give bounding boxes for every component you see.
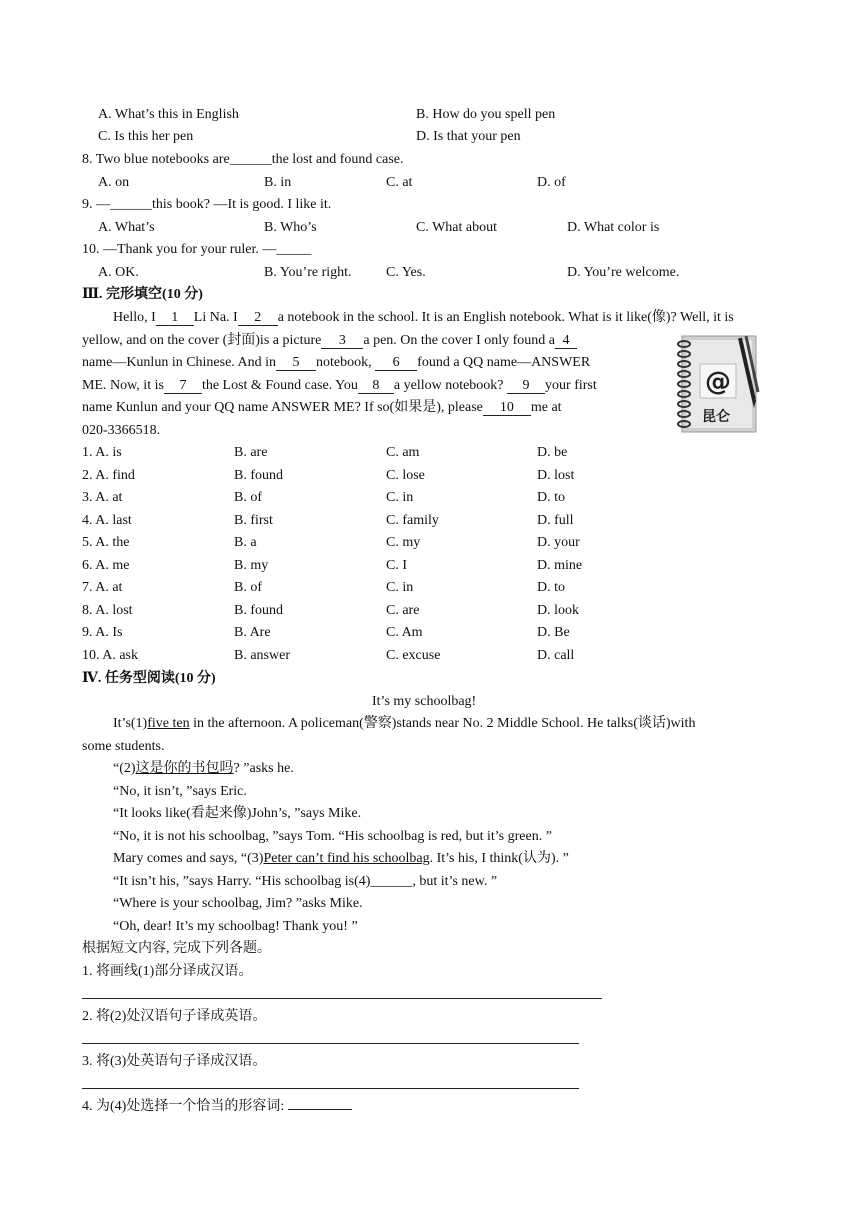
cloze-option-6-d: D. mine [537,557,583,573]
cloze-line-5: name Kunlun and your QQ name ANSWER ME? If so(如果是), please 10 me at [82,400,562,415]
underline-3: Peter can’t find his schoolbag [263,851,430,866]
cloze-option-10-b: B. answer [234,647,290,663]
dialogue-5: Mary comes and says, “(3)Peter can’t find his schoolbag. It’s his, I think(认为). ” [113,851,569,866]
cloze-option-5-c: C. my [386,535,421,550]
q8-option-c: C. at [386,175,413,190]
cloze-option-1-a: 1. A. is [82,445,122,460]
cloze-option-1-c: C. am [386,445,420,460]
dialogue-7: “Where is your schoolbag, Jim? ”asks Mike. [113,896,363,911]
cloze-option-1-b: B. are [234,445,268,460]
cloze-blank-7: 7 [164,378,202,394]
cloze-blank-9: 9 [507,378,545,394]
notebook-picture [672,330,760,434]
q8-option-d: D. of [537,175,566,190]
cloze-option-8-b: B. found [234,602,283,618]
task-2: 2. 将(2)处汉语句子译成英语。 [82,1009,267,1024]
task-1: 1. 将画线(1)部分译成汉语。 [82,964,253,979]
q7-option-a: A. What’s this in English [98,107,239,122]
cloze-option-5-d: D. your [537,535,580,550]
cloze-option-3-d: D. to [537,490,565,505]
notebook-label: 昆仑 [702,409,730,425]
cloze-option-4-d: D. full [537,512,574,528]
dialogue-8: “Oh, dear! It’s my schoolbag! Thank you! ” [113,919,358,934]
q9-option-d: D. What color is [567,220,660,235]
cloze-option-4-b: B. first [234,512,273,528]
cloze-option-7-c: C. in [386,580,414,595]
cloze-line-1: Hello, I 1 Li Na. I 2 a notebook in the school. It is an English notebook. What is it like(像)? Well, it is [113,310,734,325]
cloze-blank-4: 4 [555,333,577,349]
cloze-blank-10: 10 [483,400,531,416]
cloze-option-2-c: C. lose [386,467,425,483]
task-3: 3. 将(3)处英语句子译成汉语。 [82,1054,267,1069]
underline-1: five ten [147,716,190,731]
q10-stem: 10. —Thank you for your ruler. —_____ [82,242,312,257]
q10-option-c: C. Yes. [386,265,426,280]
passage-p1-line2: some students. [82,739,165,754]
cloze-option-10-a: 10. A. ask [82,647,138,663]
q9-option-a: A. What’s [98,220,155,235]
q8-option-a: A. on [98,175,130,190]
section4-heading: Ⅳ. 任务型阅读(10 分) [82,671,216,686]
passage-title: It’s my schoolbag! [372,694,477,709]
q9-stem: 9. —______this book? —It is good. I like it. [82,197,332,212]
cloze-option-3-b: B. of [234,490,262,505]
cloze-option-7-d: D. to [537,580,565,595]
cloze-option-7-a: 7. A. at [82,580,123,595]
dialogue-1: “(2)这是你的书包吗? ”asks he. [113,761,294,776]
q9-option-b: B. Who’s [264,220,317,235]
cloze-blank-8: 8 [358,378,394,394]
cloze-blank-1: 1 [156,310,194,326]
cloze-option-8-c: C. are [386,602,420,618]
cloze-option-4-a: 4. A. last [82,512,132,528]
cloze-option-1-d: D. be [537,445,568,460]
q7-option-d: D. Is that your pen [416,129,521,144]
cloze-option-6-b: B. my [234,557,269,573]
cloze-line-2: yellow, and on the cover (封面)is a picture 3 a pen. On the cover I only found a 4 [82,332,577,350]
cloze-option-7-b: B. of [234,580,262,595]
cloze-blank-5: 5 [276,355,316,371]
task-instruction: 根据短文内容, 完成下列各题。 [82,941,271,956]
cloze-option-8-d: D. look [537,602,579,618]
answer-blank-4[interactable] [288,1109,352,1110]
q7-option-b: B. How do you spell pen [416,107,556,122]
cloze-option-9-b: B. Are [234,625,271,640]
cloze-option-2-a: 2. A. find [82,467,135,483]
task-4: 4. 为(4)处选择一个恰当的形容词: [82,1098,352,1116]
q9-option-c: C. What about [416,220,498,235]
cloze-option-5-a: 5. A. the [82,535,130,550]
cloze-option-9-c: C. Am [386,625,423,640]
cloze-line-6: 020-3366518. [82,423,161,438]
dialogue-4: “No, it is not his schoolbag, ”says Tom. “His schoolbag is red, but it’s green. ” [113,829,552,844]
cloze-blank-6: 6 [375,355,417,371]
q7-option-c: C. Is this her pen [98,129,194,144]
cloze-blank-3: 3 [321,333,363,349]
cloze-option-8-a: 8. A. lost [82,602,133,618]
q10-option-b: B. You’re right. [264,265,352,280]
dialogue-6: “It isn’t his, ”says Harry. “His schoolbag is(4)______, but it’s new. ” [113,874,498,889]
q8-option-b: B. in [264,175,292,190]
cloze-option-9-a: 9. A. Is [82,625,123,640]
passage-p1-line1: It’s(1)five ten in the afternoon. A policeman(警察)stands near No. 2 Middle School. He talks(谈话)with [113,716,696,731]
cloze-blank-2: 2 [238,310,278,326]
answer-line-3[interactable] [82,1088,579,1089]
cloze-option-3-a: 3. A. at [82,490,123,505]
section3-heading: Ⅲ. 完形填空(10 分) [82,287,203,302]
cloze-option-10-d: D. call [537,647,575,663]
answer-line-2[interactable] [82,1043,579,1044]
answer-line-1[interactable] [82,998,602,999]
q8-blank: ______ [229,152,272,167]
q10-option-a: A. OK. [98,265,139,280]
cloze-option-2-d: D. lost [537,467,575,483]
cloze-option-6-a: 6. A. me [82,557,130,573]
cloze-option-9-d: D. Be [537,625,570,640]
cloze-line-3: name—Kunlun in Chinese. And in 5 notebook, 6 found a QQ name—ANSWER [82,355,591,370]
cloze-option-2-b: B. found [234,467,283,483]
cloze-option-6-c: C. I [386,557,407,573]
cloze-option-4-c: C. family [386,512,439,528]
q9-blank: ______ [110,197,152,212]
q10-blank: _____ [276,242,312,257]
underline-2: 这是你的书包吗 [135,761,234,776]
dialogue-3: “It looks like(看起来像)John’s, ”says Mike. [113,806,362,821]
cloze-line-4: ME. Now, it is 7 the Lost & Found case. You 8 a yellow notebook? 9 your first [82,378,597,393]
cloze-option-3-c: C. in [386,490,414,505]
svg-text:@: @ [705,367,731,397]
cloze-option-5-b: B. a [234,535,257,550]
cloze-option-10-c: C. excuse [386,647,441,663]
q8-stem: 8. Two blue notebooks are______the lost and found case. [82,152,404,167]
dialogue-2: “No, it isn’t, ”says Eric. [113,784,247,799]
q10-option-d: D. You’re welcome. [567,265,680,280]
